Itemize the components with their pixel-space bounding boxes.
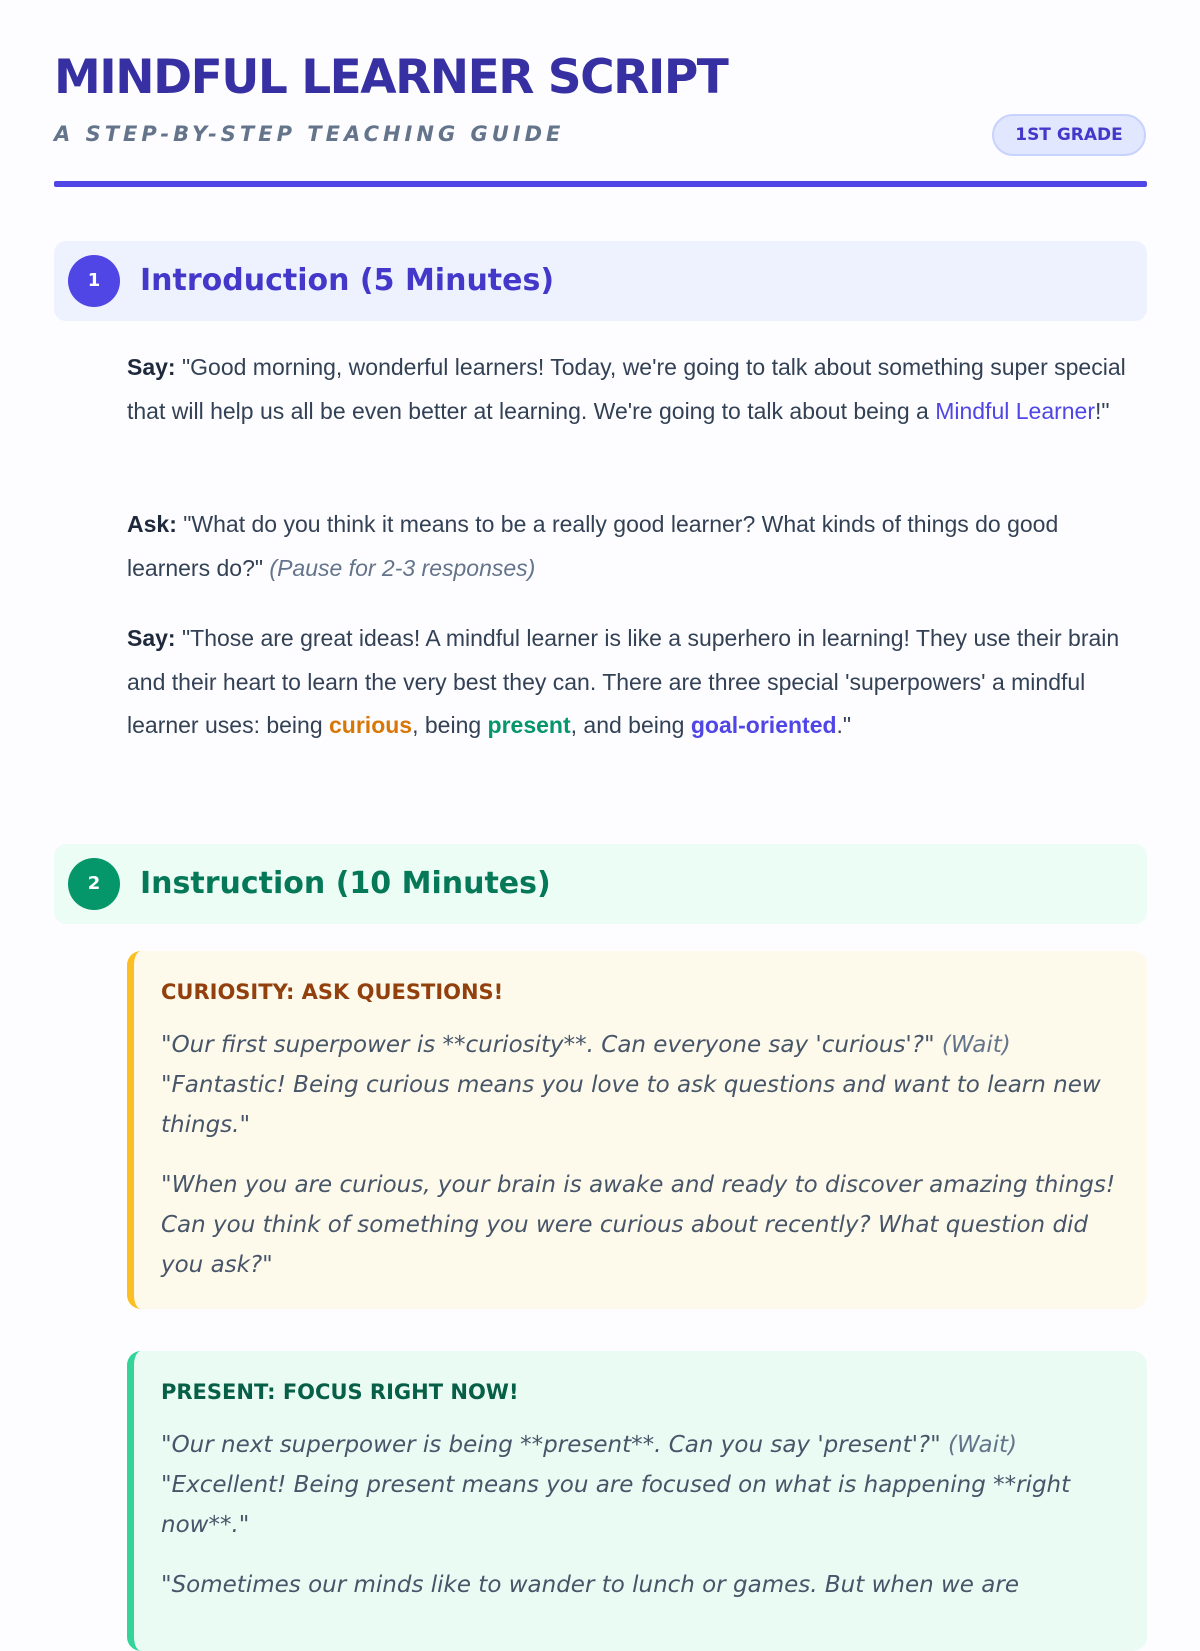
card-title: CURIOSITY: ASK QUESTIONS! — [161, 980, 504, 1004]
curiosity-card — [127, 951, 1147, 1309]
section-title: Introduction (5 Minutes) — [140, 263, 555, 298]
ask-label: Ask: — [127, 511, 177, 537]
paragraph-text-end: ." — [836, 712, 852, 738]
card-text: "Our first superpower is **curiosity**. Can everyone say 'curious'?" — [161, 1032, 942, 1058]
step-number-badge: 2 — [68, 858, 120, 910]
say-label: Say: — [127, 625, 176, 651]
present-highlight: present — [487, 712, 571, 738]
card-text: "Fantastic! Being curious means you love to ask questions and want to learn new things." — [161, 1072, 1101, 1138]
card-paragraph: "When you are curious, your brain is awake and ready to discover amazing things! Can you think of something you were curious about recently? What question did you ask?" — [161, 1172, 1116, 1278]
card-text: "Excellent! Being present means you are focused on what is happening **right now**." — [161, 1472, 1071, 1538]
section-title: Instruction (10 Minutes) — [140, 866, 551, 901]
paragraph-text: "What do you think it means to be a really good learner? What kinds of things do good learners do?" — [127, 511, 1059, 581]
section-header-introduction — [54, 241, 1147, 321]
step-number-badge: 1 — [68, 255, 120, 307]
wait-note: (Wait) — [941, 1032, 1011, 1058]
ask-paragraph — [127, 503, 1147, 590]
curious-highlight: curious — [329, 712, 413, 738]
goal-oriented-highlight: goal-oriented — [690, 712, 837, 738]
grade-badge: 1ST GRADE — [992, 114, 1146, 156]
mindful-learner-highlight: Mindful Learner — [935, 397, 1096, 424]
paragraph-text: , and being — [570, 712, 691, 738]
card-paragraph — [161, 1025, 1121, 1145]
card-text: "Our next superpower is being **present**. Can you say 'present'?" — [161, 1432, 949, 1458]
card-title: PRESENT: FOCUS RIGHT NOW! — [161, 1380, 519, 1404]
section-header-instruction — [54, 844, 1147, 924]
page-subtitle: A STEP-BY-STEP TEACHING GUIDE — [54, 122, 565, 146]
say-paragraph-superpowers — [127, 617, 1147, 748]
page-title: MINDFUL LEARNER SCRIPT — [54, 50, 728, 105]
say-paragraph — [127, 346, 1147, 433]
pause-note: (Pause for 2-3 responses) — [269, 554, 536, 581]
paragraph-text: "Good morning, wonderful learners! Today, we're going to talk about something super special that will help us all be even better at learning. We're going to talk about being a — [127, 354, 1126, 424]
paragraph-text: "Those are great ideas! A mindful learner is like a superhero in learning! They use their brain and their heart to learn the very best they can. There are three special 'superpowers' a mindful learner uses: being — [127, 625, 1120, 738]
present-card — [127, 1351, 1147, 1651]
card-paragraph: "Sometimes our minds like to wander to lunch or games. But when we are — [161, 1572, 1019, 1598]
wait-note: (Wait) — [948, 1432, 1017, 1458]
say-label: Say: — [127, 354, 176, 380]
title-divider — [54, 181, 1147, 187]
card-paragraph — [161, 1425, 1121, 1545]
paragraph-text: , being — [412, 712, 488, 738]
paragraph-text-end: !" — [1095, 397, 1110, 424]
